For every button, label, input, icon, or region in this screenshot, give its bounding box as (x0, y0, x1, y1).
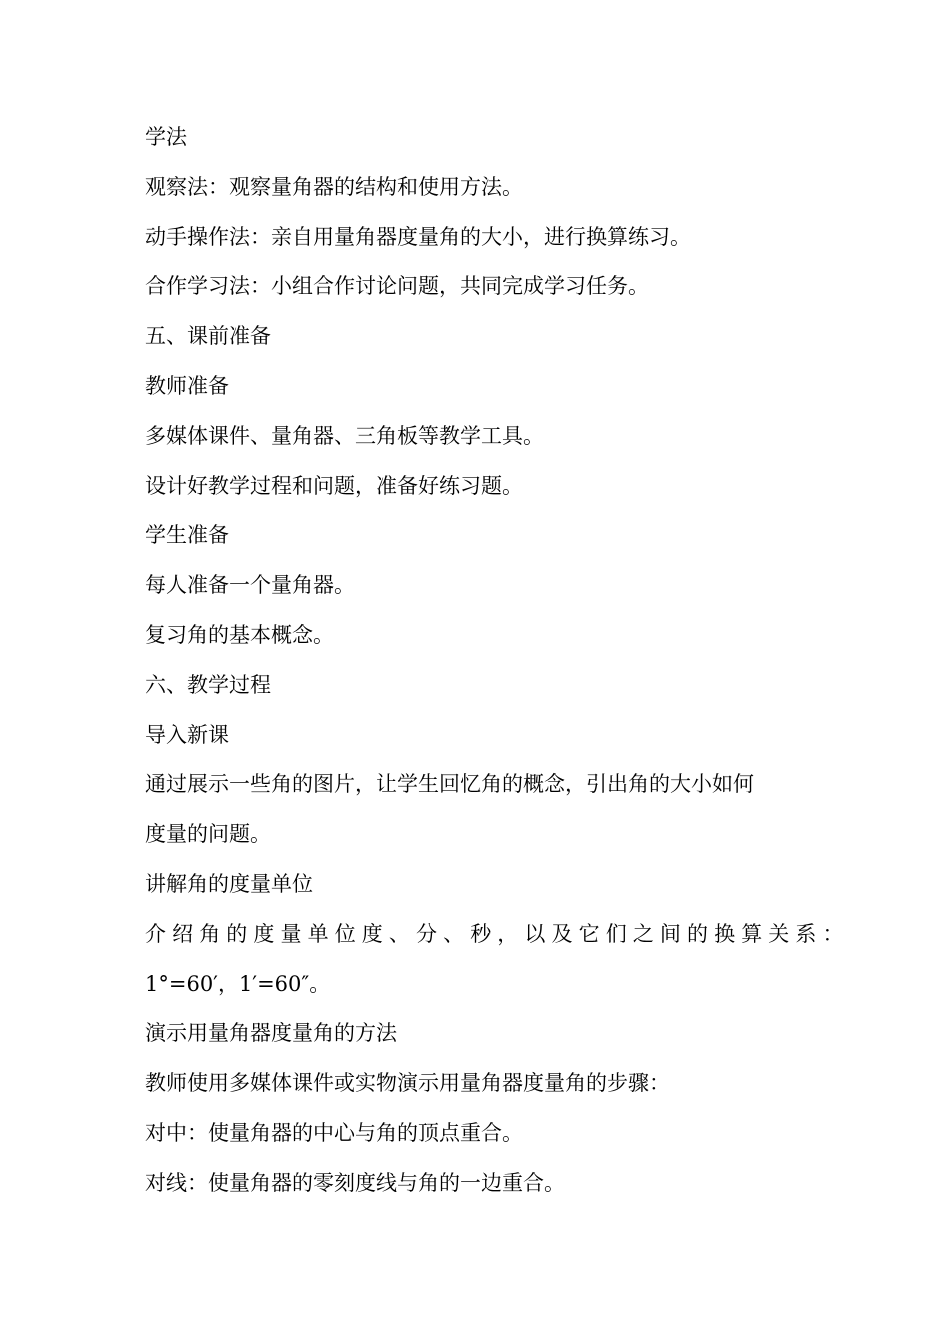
paragraph-protractor-each: 每人准备一个量角器。 (145, 573, 355, 598)
paragraph-demo-steps: 教师使用多媒体课件或实物演示用量角器度量角的步骤： (145, 1071, 670, 1096)
subheading-student-preparation: 学生准备 (145, 523, 229, 548)
paragraph-introduction-line-1: 通过展示一些角的图片，让学生回忆角的概念，引出角的大小如何 (145, 772, 754, 797)
paragraph-angle-units-line-1: 介绍角的度量单位度、分、秒，以及它们之间的换算关系： (145, 921, 850, 946)
section-heading-preparation: 五、课前准备 (145, 324, 271, 349)
section-heading-teaching-process: 六、教学过程 (145, 672, 271, 697)
subheading-introduction: 导入新课 (145, 722, 229, 747)
document-body (145, 122, 850, 1218)
subheading-angle-units: 讲解角的度量单位 (145, 871, 313, 896)
paragraph-review-concept: 复习角的基本概念。 (145, 622, 334, 647)
subheading-protractor-demo: 演示用量角器度量角的方法 (145, 1021, 397, 1046)
paragraph-observation-method: 观察法：观察量角器的结构和使用方法。 (145, 174, 523, 199)
paragraph-angle-units-formula: 1°=60′，1′=60″。 (145, 971, 331, 996)
paragraph-step-line: 对线：使量角器的零刻度线与角的一边重合。 (145, 1170, 565, 1195)
paragraph-step-center: 对中：使量角器的中心与角的顶点重合。 (145, 1120, 523, 1145)
paragraph-design-process: 设计好教学过程和问题，准备好练习题。 (145, 473, 523, 498)
paragraph-teaching-tools: 多媒体课件、量角器、三角板等教学工具。 (145, 423, 544, 448)
section-heading-study-methods: 学法 (145, 125, 187, 149)
paragraph-cooperative-method: 合作学习法：小组合作讨论问题，共同完成学习任务。 (145, 274, 649, 299)
paragraph-hands-on-method: 动手操作法：亲自用量角器度量角的大小，进行换算练习。 (145, 224, 691, 249)
paragraph-introduction-line-2: 度量的问题。 (145, 822, 271, 847)
subheading-teacher-preparation: 教师准备 (145, 373, 229, 398)
